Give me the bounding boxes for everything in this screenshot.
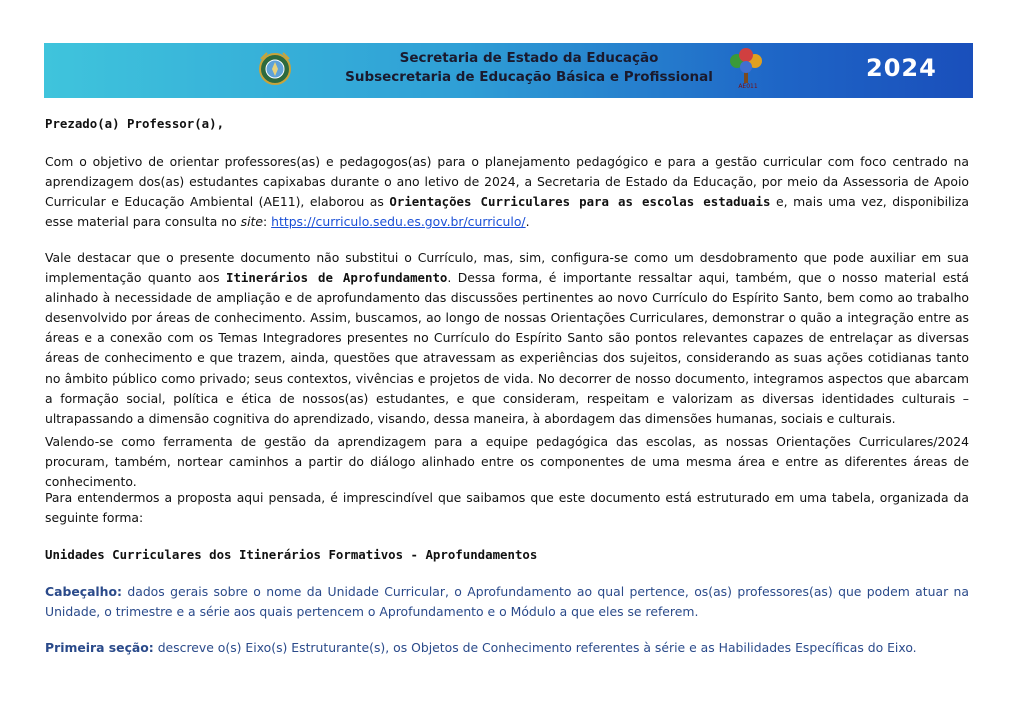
cabecalho-text: dados gerais sobre o nome da Unidade Curricular, o Aprofundamento ao qual pertence, os(as) professores(as) que podem atuar na Unidade, o trimestre e a série aos quais pertencem o Aprofundamento e o Módulo a que eles se referem. (45, 584, 969, 620)
p2-text-b: . Dessa forma, é importante ressaltar aqui, também, que o nosso material está alinhado à necessidade de ampliação e de aprofundamento das discussões pertinentes ao novo Currículo do Espírito Santo, bem como ao trabalho desenvolvido por áreas de conhecimento. Assim, buscamos, ao longo de nossas Orientações Curriculares, demonstrar o quão a integração entre as áreas e a conexão com os Temas Integradores presentes no Currículo do Espírito Santo são pontos relevantes capazes de entrelaçar as diversas áreas de conhecimento e que trazem, ainda, questões que atravessam as experiências dos sujeitos, considerando as suas ações cotidianas tanto no âmbito público como privado; seus contextos, vivências e projetos de vida. No decorrer de nosso documento, integramos aspectos que abarcam a formação social, política e ética de nossos(as) estudantes, e que consideram, respeitam e valorizam as diversas identidades culturais – ultrapassando a dimensão cognitiva do aprendizado, visando, dessa maneira, à abordagem das dimensões humanas, sociais e culturais. (45, 270, 969, 426)
header-line-2: Subsecretaria de Educação Básica e Profissional (345, 69, 713, 85)
p2-bold: Itinerários de Aprofundamento (226, 270, 448, 286)
paragraph-objective (45, 152, 969, 232)
logo-label: AE011 (738, 83, 758, 90)
p1-text-b: e, mais uma vez, disponibiliza esse material para consulta no (45, 194, 969, 230)
p2-text-a: Vale destacar que o presente documento não substitui o Currículo, mas, sim, configura-se como um desdobramento que pode auxiliar em sua implementação quanto aos (45, 250, 969, 286)
primeira-secao-description (45, 638, 969, 658)
paragraph-purpose (45, 248, 969, 429)
paragraph-structure: Para entendermos a proposta aqui pensada, é imprescindível que saibamos que este documento está estruturado em uma tabela, organizada da seguinte forma: (45, 490, 969, 526)
header-year: 2024 (866, 54, 937, 82)
p1-bold: Orientações Curriculares para as escolas estaduais (389, 194, 771, 210)
header-line-1: Secretaria de Estado da Educação (399, 50, 659, 66)
p1-site: site (240, 214, 263, 230)
paragraph-tool: Valendo-se como ferramenta de gestão da aprendizagem para a equipe pedagógica das escolas, as nossas Orientações Curriculares/2024 procuram, também, nortear caminhos a partir do diálogo alinhado entre os componentes de uma mesma área e entre as diferentes áreas de conhecimento. (45, 434, 969, 490)
document-body (45, 114, 969, 655)
primeira-secao-text: descreve o(s) Eixo(s) Estruturante(s), os Objetos de Conhecimento referentes à série e as Habilidades Específicas do Eixo. (153, 640, 917, 655)
cabecalho-description (45, 582, 969, 622)
header-banner (44, 43, 973, 98)
primeira-secao-label: Primeira seção: (45, 640, 154, 655)
p1-text-c: : (263, 214, 272, 230)
curriculo-link[interactable]: https://curriculo.sedu.es.gov.br/curriculo/ (271, 214, 526, 230)
greeting: Prezado(a) Professor(a), (45, 116, 225, 131)
cabecalho-label: Cabeçalho: (45, 584, 122, 599)
header-titles (344, 49, 714, 87)
state-crest-icon (257, 49, 293, 89)
section-title: Unidades Curriculares dos Itinerários Formativos - Aprofundamentos (45, 547, 538, 562)
p1-text-d: . (525, 214, 530, 230)
p1-text-a: Com o objetivo de orientar professores(as) e pedagogos(as) para o planejamento pedagógico e para a gestão curricular com foco centrado na aprendizagem dos(as) estudantes capixabas durante o ano letivo de 2024, a Secretaria de Estado da Educação, por meio da Assessoria de Apoio Curricular e Educação Ambiental (AE11), elaborou as (45, 154, 969, 210)
